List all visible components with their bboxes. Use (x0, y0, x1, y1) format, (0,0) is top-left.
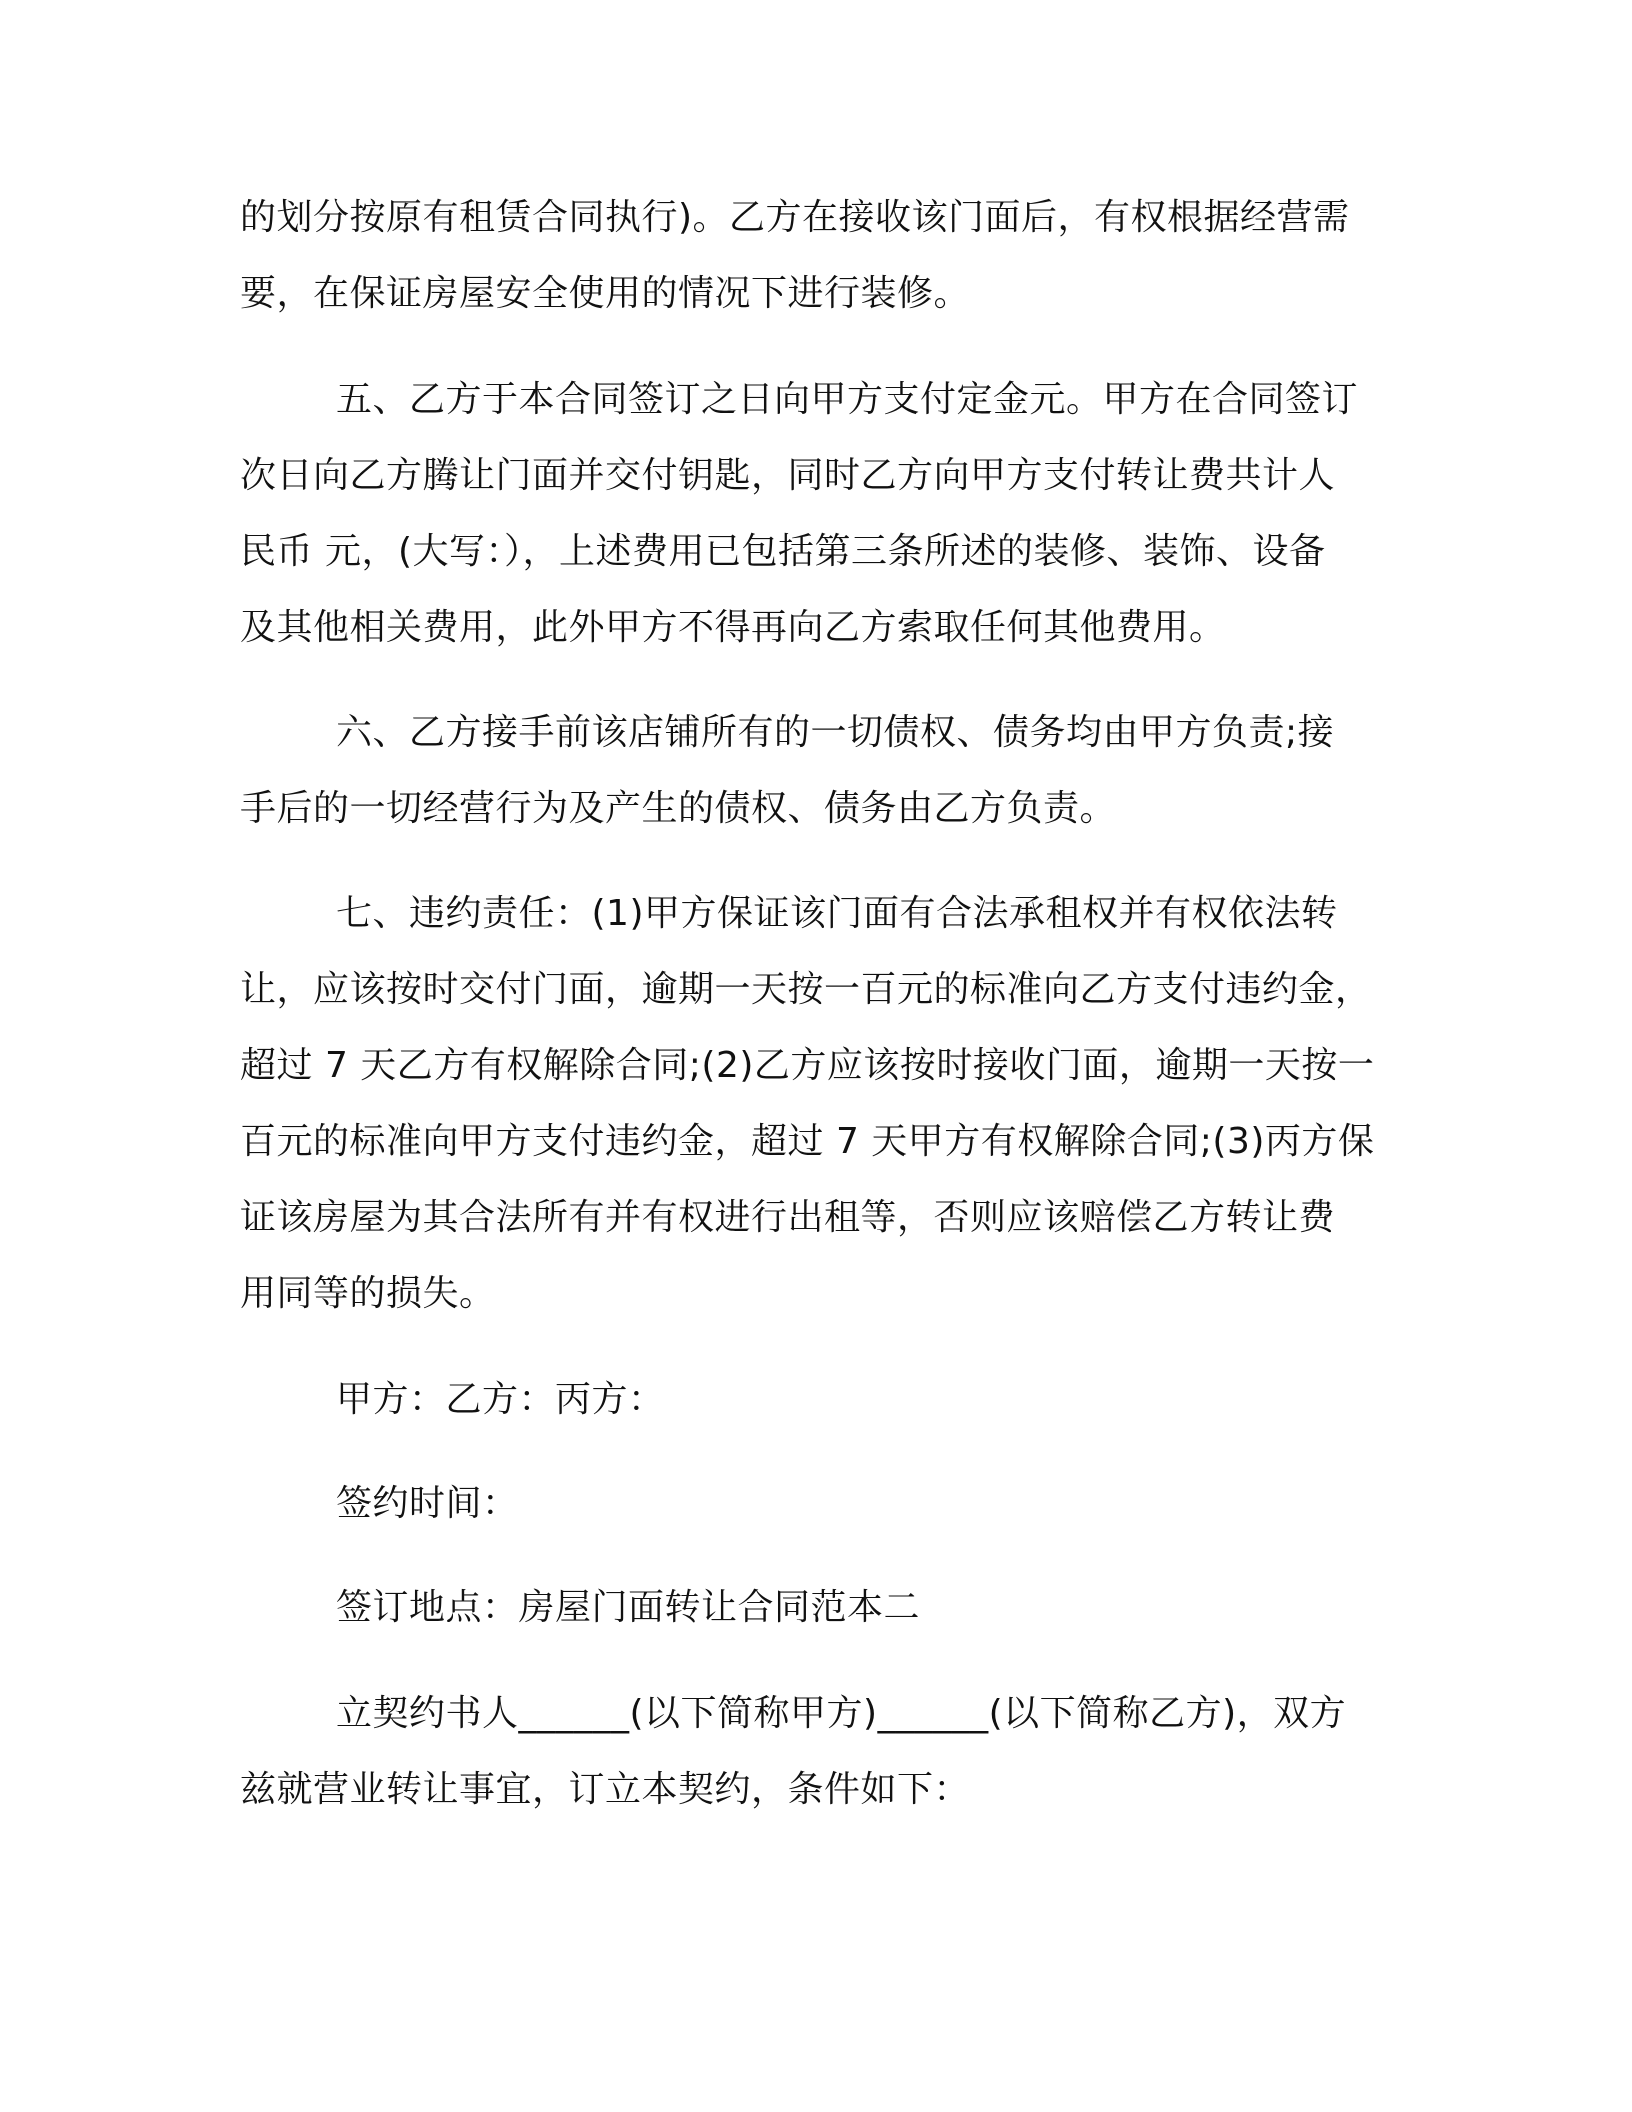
text-line: 要，在保证房屋安全使用的情况下进行装修。 (240, 273, 971, 314)
text-line: 百元的标准向甲方支付违约金，超过 7 天甲方有权解除合同;(3)丙方保 (240, 1121, 1375, 1162)
paragraph-sign-place (240, 1570, 1390, 1646)
text-line: 的划分按原有租赁合同执行)。乙方在接收该门面后，有权根据经营需 (240, 197, 1350, 238)
text-line: 用同等的损失。 (240, 1273, 496, 1314)
text-line: 七、违约责任：(1)甲方保证该门面有合法承租权并有权依法转 (336, 893, 1338, 934)
paragraph-clause-7 (240, 876, 1390, 1332)
text-line: 次日向乙方腾让门面并交付钥匙，同时乙方向甲方支付转让费共计人 (240, 455, 1336, 496)
text-line: 手后的一切经营行为及产生的债权、债务由乙方负责。 (240, 788, 1117, 829)
text-line: 证该房屋为其合法所有并有权进行出租等，否则应该赔偿乙方转让费 (240, 1197, 1336, 1238)
text-line: 签订地点：房屋门面转让合同范本二 (336, 1587, 921, 1628)
text-line: 兹就营业转让事宜，订立本契约，条件如下： (240, 1769, 971, 1810)
paragraph-parties (240, 1362, 1390, 1438)
paragraph-continuation (240, 180, 1390, 332)
text-line: 民币 元，(大写：），上述费用已包括第三条所述的装修、装饰、设备 (240, 531, 1326, 572)
paragraph-clause-6 (240, 695, 1390, 847)
text-line: 及其他相关费用，此外甲方不得再向乙方索取任何其他费用。 (240, 607, 1226, 648)
text-line: 甲方：乙方：丙方： (336, 1379, 665, 1420)
text-line: 签约时间： (336, 1483, 519, 1524)
paragraph-contract-intro (240, 1676, 1390, 1828)
paragraph-sign-time (240, 1466, 1390, 1542)
paragraph-clause-5 (240, 362, 1390, 666)
text-line: 让，应该按时交付门面，逾期一天按一百元的标准向乙方支付违约金， (240, 969, 1372, 1010)
text-line: 六、乙方接手前该店铺所有的一切债权、债务均由甲方负责;接 (336, 712, 1335, 753)
text-line: 五、乙方于本合同签订之日向甲方支付定金元。甲方在合同签订 (336, 379, 1359, 420)
text-line: 超过 7 天乙方有权解除合同;(2)乙方应该按时接收门面，逾期一天按一 (240, 1045, 1375, 1086)
text-line: 立契约书人______(以下简称甲方)______(以下简称乙方)，双方 (336, 1693, 1347, 1734)
